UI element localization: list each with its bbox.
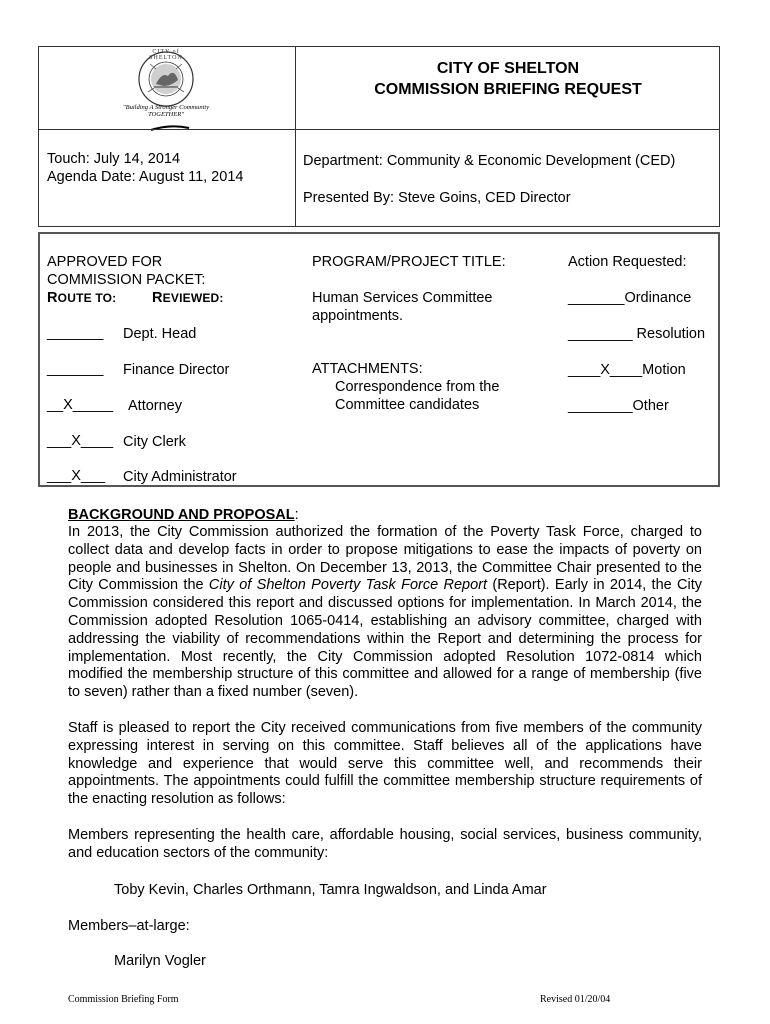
motto-line-1: "Building A Stronger Community	[122, 104, 210, 111]
form-title-line-2: COMMISSION BRIEFING REQUEST	[374, 81, 642, 98]
program-title-line-1: Human Services Committee	[312, 290, 493, 306]
presented-by: Presented By: Steve Goins, CED Director	[303, 190, 571, 206]
reviewer-mark-attorney[interactable]: __X_____	[47, 397, 114, 413]
background-paragraph-2: Staff is pleased to report the City received communications from five members of the community expressing interest in serving on this committee. Staff believes all of the applications have knowledge and experience that would serve this committee well, and recommends their appointments. The appointments could fulfill the committee membership structure requirements of the enacting resolution as follows:	[68, 720, 702, 808]
members-sector-list: Toby Kevin, Charles Orthmann, Tamra Ingwaldson, and Linda Amar	[114, 882, 547, 898]
action-requested-label: Action Requested:	[568, 254, 687, 270]
attachments-line-2: Committee candidates	[335, 397, 480, 413]
footer-revision: Revised 01/20/04	[540, 994, 611, 1005]
city-seal-logo	[136, 50, 196, 108]
footer-form-name: Commission Briefing Form	[68, 994, 179, 1005]
touch-date: Touch: July 14, 2014	[47, 151, 181, 167]
reviewer-role-attorney: Attorney	[128, 398, 182, 414]
meta-divider	[295, 129, 296, 227]
agenda-date: Agenda Date: August 11, 2014	[47, 169, 244, 185]
motto-line-2: TOGETHER"	[148, 111, 184, 118]
department: Department: Community & Economic Development (CED)	[303, 153, 676, 169]
reviewer-role-finance: Finance Director	[123, 362, 230, 378]
reviewer-mark-city-clerk[interactable]: ___X____	[47, 433, 114, 449]
motto-swoosh	[150, 118, 190, 124]
action-resolution[interactable]: ________ Resolution	[568, 326, 706, 342]
reviewer-mark-city-admin[interactable]: ___X___	[47, 468, 106, 484]
attachments-label: ATTACHMENTS:	[312, 361, 423, 377]
reviewer-role-city-clerk: City Clerk	[123, 434, 186, 450]
action-other[interactable]: ________Other	[568, 398, 669, 414]
members-at-large-label: Members–at-large:	[68, 918, 190, 934]
form-title-line-1: CITY OF SHELTON	[436, 60, 580, 77]
action-motion[interactable]: ____X____Motion	[568, 362, 686, 378]
route-to-label: ROUTE TO:	[47, 290, 117, 306]
reviewer-role-dept-head: Dept. Head	[123, 326, 197, 342]
program-title-label: PROGRAM/PROJECT TITLE:	[312, 254, 506, 270]
members-at-large-list: Marilyn Vogler	[114, 953, 206, 969]
background-paragraph-3: Members representing the health care, affordable housing, social services, business community, and education sectors of the community:	[68, 827, 702, 861]
reviewer-mark-finance[interactable]: _______	[47, 361, 104, 377]
approved-label-1: APPROVED FOR	[47, 254, 163, 270]
reviewer-role-city-admin: City Administrator	[123, 469, 237, 485]
reviewed-label: REVIEWED:	[152, 290, 224, 306]
reviewer-mark-dept-head[interactable]: _______	[47, 325, 104, 341]
background-paragraph-1: In 2013, the City Commission authorized the formation of the Poverty Task Force, charged to collect data and develop facts in order to propose mitigations to ease the impacts of poverty on people and businesses in Shelton. On December 13, 2013, the Committee Chair presented to the City Commission the City of Shelton Poverty Task Force Report (Report). Early in 2014, the City Commission considered this report and discussed options for implementation. In March 2014, the Commission adopted Resolution 1065-0414, establishing an advisory committee, charged with addressing the viability of recommendations within the Report and determining the process for implementation. Most recently, the City Commission adopted Resolution 1072-0814 which modified the membership structure of this committee and allowed for a range of membership (five to seven) rather than a fixed number (seven).	[68, 524, 703, 701]
attachments-line-1: Correspondence from the	[335, 379, 500, 395]
program-title-line-2: appointments.	[312, 308, 404, 324]
background-heading: BACKGROUND AND PROPOSAL:	[68, 507, 299, 523]
approved-label-2: COMMISSION PACKET:	[47, 272, 206, 288]
action-ordinance[interactable]: _______Ordinance	[568, 290, 692, 306]
seal-text: CITY of SHELTON	[149, 49, 183, 61]
